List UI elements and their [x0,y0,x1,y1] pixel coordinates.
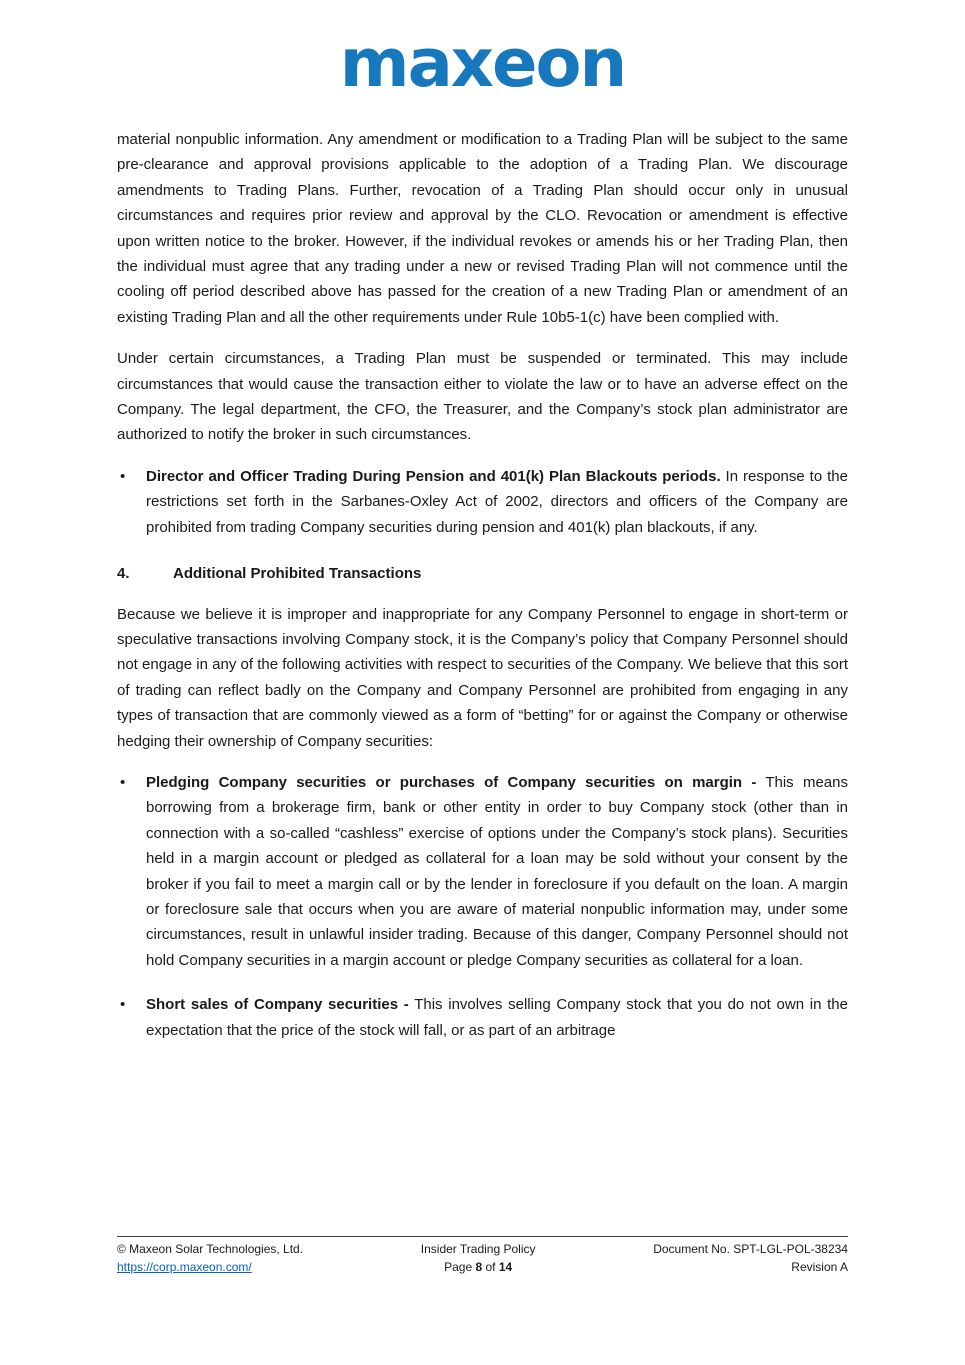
bullet-body-text: In response to the restrictions set forth in the Sarbanes-Oxley Act of 2002, directors and officers of the Company are prohibited from trading Company securities during pension and 401(k) plan blackouts, if any. [146,467,848,536]
paragraph-trading-plan-suspension: Under certain circumstances, a Trading Plan must be suspended or terminated. This may include circumstances that would cause the transaction either to violate the law or to have an adverse effect on the Company. The legal department, the CFO, the Treasurer, and the Company’s stock plan administrator are authorized to notify the broker in such circumstances. [117,350,848,444]
page-footer [117,1236,848,1276]
footer-company-url-link[interactable]: https://corp.maxeon.com/ [117,1259,252,1274]
bullet-body-text: This means borrowing from a brokerage firm, bank or other entity in order to buy Company stock (other than in connection with a so-called “cashless” exercise of options under the Company’s stock plans). Securities held in a margin account or pledged as collateral for a loan may be sold without your consent by the broker if you fail to meet a margin call or by the lender in foreclosure if you default on the loan. A margin or foreclosure sale that occurs when you are aware of material nonpublic information may, under some circumstances, result in unlawful insider trading. Because of this danger, Company Personnel should not hold Company securities in a margin account or pledge Company securities as collateral for a loan. [146,773,848,969]
section-title: Additional Prohibited Transactions [173,565,422,583]
footer-document-number: Document No. SPT-LGL-POL-38234 [653,1242,848,1256]
paragraph-prohibited-intro: Because we believe it is improper and inappropriate for any Company Personnel to engage in short-term or speculative transactions involving Company stock, it is the Company’s policy that Company Personnel should not engage in any of the following activities with respect to securities of the Company. We believe that this sort of trading can reflect badly on the Company and Company Personnel are prohibited from engaging in any types of transaction that are commonly viewed as a form of “betting” for or against the Company or otherwise hedging their ownership of Company securities: [117,605,848,750]
footer-revision: Revision A [791,1259,848,1274]
bullet-bold-lead: Pledging Company securities or purchases of Company securities on margin - [146,773,757,791]
footer-left-column [117,1241,303,1276]
bullet-pledging-margin-text [146,770,848,973]
footer-page-total: 14 [498,1259,513,1274]
section-number: 4. [117,565,130,583]
bullet-pledging-margin [117,770,848,973]
bullet-icon: • [120,996,126,1014]
section-heading-4 [117,561,848,586]
paragraph-trading-plan-amendment: material nonpublic information. Any amendment or modification to a Trading Plan will be subject to the same pre-clearance and approval provisions applicable to the adoption of a Trading Plan. We discourage amendments to Trading Plans. Further, revocation of a Trading Plan should occur only in unusual circumstances and requires prior review and approval by the CLO. Revocation or amendment is effective upon written notice to the broker. However, if the individual revokes or amends his or her Trading Plan, then the individual must agree that any trading under a new or revised Trading Plan will not commence until the cooling off period described above has passed for the creation of a new Trading Plan or amendment of an existing Trading Plan and all the other requirements under Rule 10b5-1(c) have been complied with. [117,131,848,326]
bullet-director-officer-blackouts-text [146,464,848,540]
bullet-bold-lead: Director and Officer Trading During Pension and 401(k) Plan Blackouts periods. [146,467,721,485]
footer-right-column [653,1241,848,1276]
bullet-bold-lead: Short sales of Company securities - [146,996,409,1014]
footer-center-column [421,1241,536,1276]
bullet-short-sales-text [146,992,848,1043]
bullet-director-officer-blackouts [117,464,848,540]
document-body [117,127,848,1062]
footer-page-of: of [482,1259,499,1274]
bullet-short-sales [117,992,848,1043]
bullet-icon: • [120,467,126,485]
footer-page-indicator [421,1259,536,1277]
footer-copyright: © Maxeon Solar Technologies, Ltd. [117,1242,304,1256]
bullet-body-text: This involves selling Company stock that you do not own in the expectation that the price of the stock will fall, or as part of an arbitrage [146,996,848,1039]
logo-container [0,24,965,102]
footer-page-prefix: Page [444,1259,476,1274]
bullet-icon: • [120,773,126,791]
footer-page-number: 8 [475,1259,483,1274]
maxeon-logo: maxeon [339,24,626,102]
footer-policy-name: Insider Trading Policy [420,1242,536,1256]
